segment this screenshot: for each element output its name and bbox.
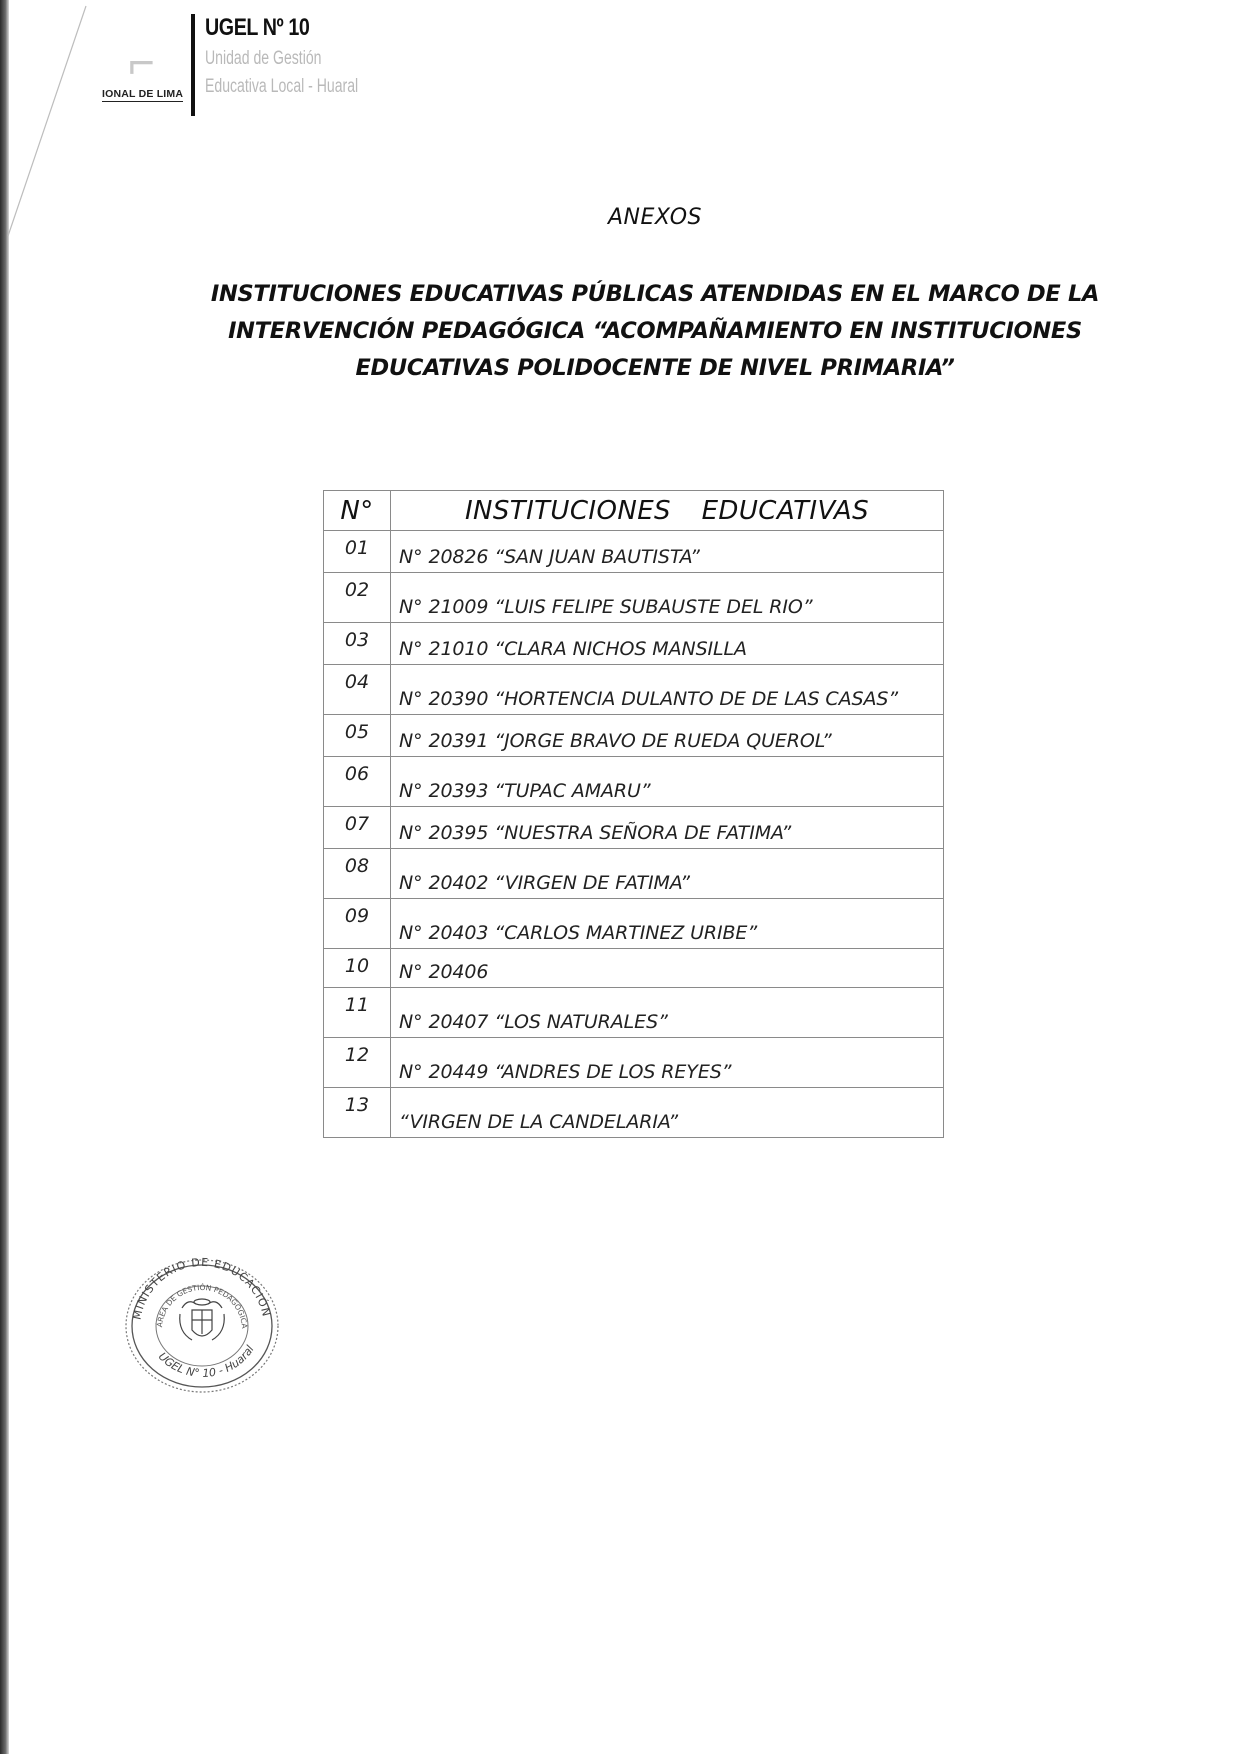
heading-line-1: INSTITUCIONES EDUCATIVAS PÚBLICAS ATENDIDAS EN EL MARCO DE LA bbox=[210, 281, 1100, 307]
row-institution: “VIRGEN DE LA CANDELARIA” bbox=[391, 1088, 944, 1138]
heading-line-3: EDUCATIVAS POLIDOCENTE DE NIVEL PRIMARIA” bbox=[355, 355, 955, 381]
row-institution: N° 20402 “VIRGEN DE FATIMA” bbox=[391, 849, 944, 899]
logo-title: UGEL Nº 10 bbox=[205, 14, 310, 41]
row-institution: N° 20406 bbox=[391, 949, 944, 988]
row-number: 11 bbox=[324, 988, 391, 1038]
anexos-title: ANEXOS bbox=[608, 205, 702, 230]
table-row bbox=[324, 899, 944, 949]
table-row bbox=[324, 807, 944, 849]
row-number: 12 bbox=[324, 1038, 391, 1088]
row-number: 08 bbox=[324, 849, 391, 899]
header-number: N° bbox=[324, 491, 391, 531]
logo-subtitle-line1: Unidad de Gestión bbox=[205, 48, 322, 69]
table-row bbox=[324, 988, 944, 1038]
table-row bbox=[324, 665, 944, 715]
ministry-emblem-icon: ⌐ bbox=[128, 36, 155, 88]
row-number: 09 bbox=[324, 899, 391, 949]
row-institution: N° 20826 “SAN JUAN BAUTISTA” bbox=[391, 531, 944, 573]
main-heading bbox=[180, 276, 1130, 387]
row-institution: N° 20407 “LOS NATURALES” bbox=[391, 988, 944, 1038]
row-institution: N° 20391 “JORGE BRAVO DE RUEDA QUEROL” bbox=[391, 715, 944, 757]
row-number: 05 bbox=[324, 715, 391, 757]
row-institution: N° 20403 “CARLOS MARTINEZ URIBE” bbox=[391, 899, 944, 949]
table-row bbox=[324, 849, 944, 899]
header-institutions: INSTITUCIONES EDUCATIVAS bbox=[391, 491, 944, 531]
logo-divider-bar bbox=[191, 14, 195, 116]
institutions-table bbox=[323, 490, 944, 1138]
row-number: 13 bbox=[324, 1088, 391, 1138]
row-number: 01 bbox=[324, 531, 391, 573]
table-row bbox=[324, 757, 944, 807]
row-number: 02 bbox=[324, 573, 391, 623]
logo-region-text: IONAL DE LIMA bbox=[102, 88, 184, 100]
row-institution: N° 20390 “HORTENCIA DULANTO DE DE LAS CASAS” bbox=[391, 665, 944, 715]
official-seal bbox=[118, 1248, 286, 1396]
scan-edge-shadow bbox=[0, 0, 9, 1754]
row-number: 04 bbox=[324, 665, 391, 715]
row-institution: N° 20393 “TUPAC AMARU” bbox=[391, 757, 944, 807]
row-number: 10 bbox=[324, 949, 391, 988]
logo-subtitle-line2: Educativa Local - Huaral bbox=[205, 76, 359, 97]
row-institution: N° 21009 “LUIS FELIPE SUBAUSTE DEL RIO” bbox=[391, 573, 944, 623]
heading-line-2: INTERVENCIÓN PEDAGÓGICA “ACOMPAÑAMIENTO EN INSTITUCIONES bbox=[228, 318, 1082, 344]
table-header-row bbox=[324, 491, 944, 531]
row-number: 06 bbox=[324, 757, 391, 807]
row-institution: N° 20395 “NUESTRA SEÑORA DE FATIMA” bbox=[391, 807, 944, 849]
seal-inner-text: ÁREA DE GESTIÓN PEDAGÓGICA bbox=[155, 1282, 250, 1329]
row-number: 07 bbox=[324, 807, 391, 849]
table-row bbox=[324, 623, 944, 665]
row-institution: N° 20449 “ANDRES DE LOS REYES” bbox=[391, 1038, 944, 1088]
table-row bbox=[324, 715, 944, 757]
table-row bbox=[324, 1038, 944, 1088]
table-row bbox=[324, 949, 944, 988]
table-row bbox=[324, 531, 944, 573]
seal-outer-text: MINISTERIO DE EDUCACIÓN bbox=[130, 1255, 274, 1321]
table-row bbox=[324, 573, 944, 623]
ugel-logo bbox=[100, 14, 400, 114]
row-institution: N° 21010 “CLARA NICHOS MANSILLA bbox=[391, 623, 944, 665]
seal-bottom-text: UGEL N° 10 - Huaral bbox=[155, 1343, 257, 1380]
table-row bbox=[324, 1088, 944, 1138]
row-number: 03 bbox=[324, 623, 391, 665]
coat-of-arms-icon bbox=[180, 1299, 225, 1340]
